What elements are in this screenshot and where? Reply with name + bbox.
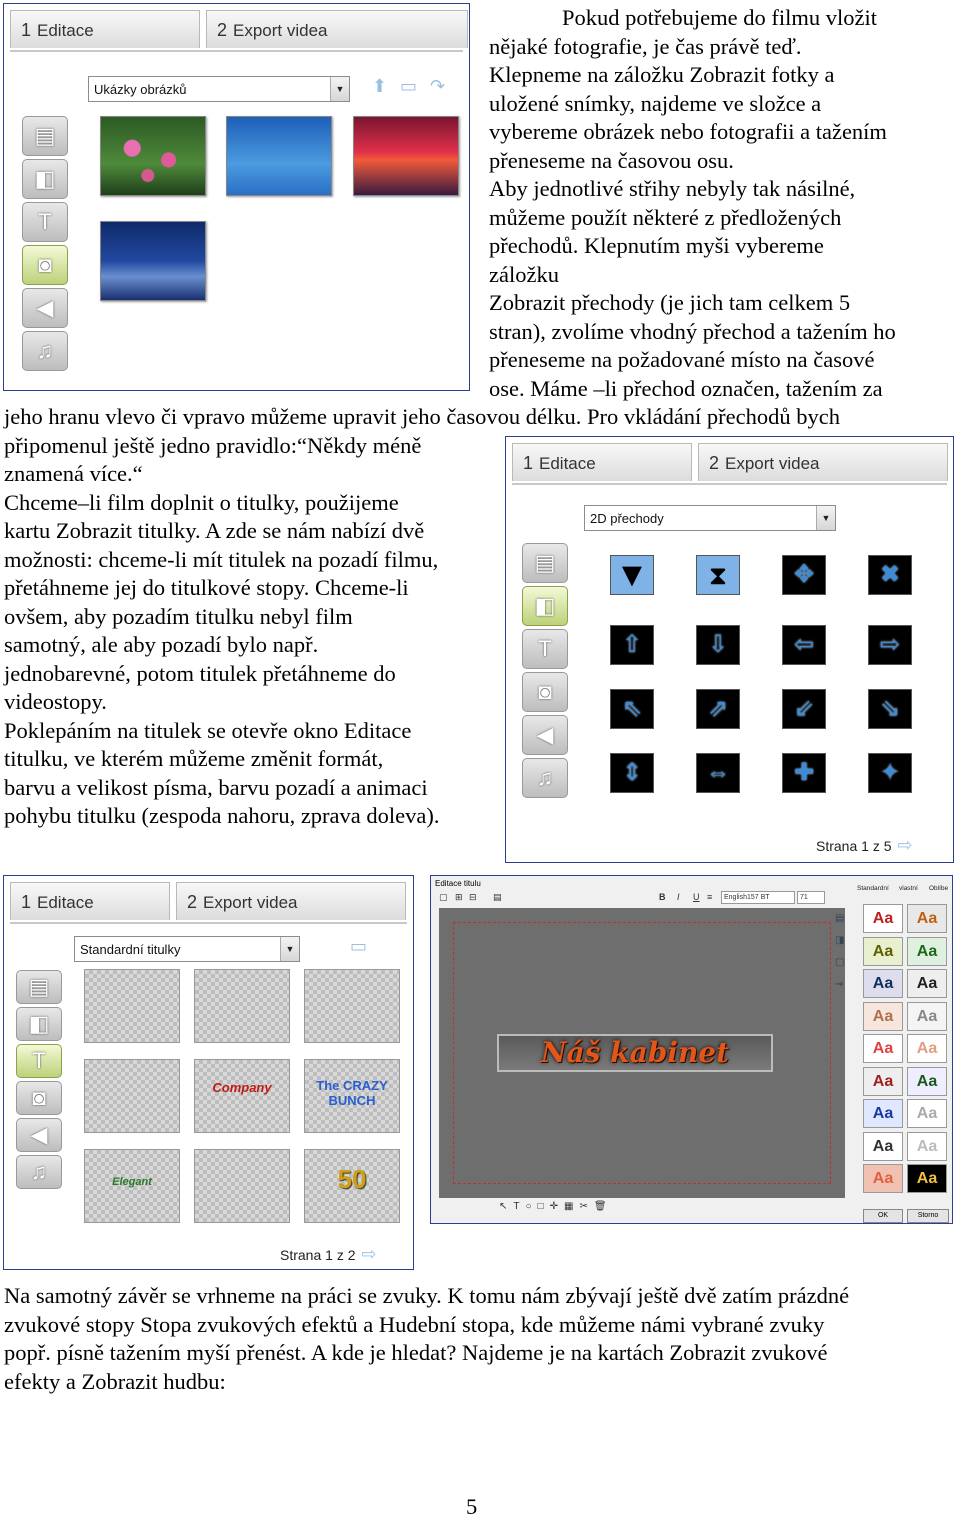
full-width-line: jeho hranu vlevo či vpravo můžeme upravit jeho časovou délku. Pro vkládání přechodů bych bbox=[4, 404, 841, 429]
style-sample-tile[interactable]: Aa bbox=[907, 1099, 947, 1128]
transition-icon: ◧ bbox=[28, 1011, 50, 1036]
transition-tile[interactable] bbox=[696, 753, 740, 793]
pager-label: Strana 1 z 5 bbox=[816, 838, 892, 854]
media-sidebar bbox=[16, 970, 62, 1192]
next-page-icon[interactable]: ⇨ bbox=[897, 835, 913, 855]
text-line: možnosti: chceme-li mít titulek na pozadí filmu, bbox=[4, 546, 439, 572]
style-sample-tile[interactable]: Aa bbox=[863, 1002, 903, 1031]
title-template-label: Elegant bbox=[112, 1176, 152, 1188]
title-template-tile[interactable] bbox=[194, 969, 290, 1043]
text-line: jednobarevné, potom titulek přetáhneme do bbox=[4, 660, 396, 686]
style-sample-tile[interactable]: Aa bbox=[863, 937, 903, 966]
move-arrows-icon: ✥ bbox=[793, 561, 815, 588]
style-sample-tile[interactable]: Aa bbox=[907, 969, 947, 998]
music-button[interactable] bbox=[16, 1155, 62, 1189]
window-title: Editace titulu bbox=[435, 879, 481, 888]
editor-bottom-toolbar bbox=[499, 1201, 613, 1212]
bold-icon[interactable]: B bbox=[659, 892, 666, 902]
text-line: stran), zvolíme vhodný přechod a tažením ho bbox=[489, 318, 896, 344]
delete-icon[interactable]: 🗑 bbox=[593, 1201, 613, 1212]
text-t-icon: T bbox=[32, 1048, 46, 1073]
transition-category-dropdown[interactable] bbox=[584, 505, 836, 531]
text-line: ovšem, aby pozadím titulku nebyl film bbox=[4, 603, 353, 629]
chevron-down-icon[interactable]: ▼ bbox=[280, 937, 299, 961]
speaker-icon: ◀ bbox=[536, 722, 554, 747]
list-icon[interactable]: ▤ bbox=[493, 892, 502, 902]
text-t-icon: T bbox=[538, 636, 552, 661]
speaker-icon: ◀ bbox=[36, 295, 54, 320]
photo-thumbnail-frost[interactable] bbox=[100, 221, 206, 301]
text-line: Klepneme na záložku Zobrazit fotky a bbox=[489, 62, 835, 87]
tab-export-videa[interactable] bbox=[176, 882, 406, 920]
video-button[interactable] bbox=[522, 543, 568, 583]
title-template-tile[interactable] bbox=[194, 1059, 290, 1133]
titles-panel-screenshot bbox=[3, 875, 414, 1270]
text-line: zvukové stopy Stopa zvukových efektů a Hudební stopa, kde můžeme námi vybrané zvuky bbox=[4, 1311, 825, 1337]
tab-number: 1 bbox=[523, 453, 534, 473]
photo-thumbnail-sunset[interactable] bbox=[353, 116, 459, 196]
text-tool-icon[interactable]: T bbox=[513, 1201, 526, 1212]
transitions-button[interactable] bbox=[522, 586, 568, 626]
dropdown-value: 2D přechody bbox=[590, 511, 664, 526]
cut-icon[interactable]: ✂ bbox=[579, 1201, 594, 1212]
transition-tile[interactable] bbox=[696, 625, 740, 665]
background-icon[interactable]: ▢ bbox=[835, 957, 845, 968]
size-select[interactable]: 71 bbox=[797, 891, 825, 904]
transition-tile[interactable] bbox=[868, 625, 912, 665]
title-template-tile[interactable] bbox=[84, 1149, 180, 1223]
arrow-up-right-icon: ⇗ bbox=[707, 695, 729, 722]
text-line: videostopy. bbox=[4, 689, 107, 714]
style-sample-tile[interactable]: Aa bbox=[863, 1034, 903, 1063]
text-line: ose. Máme –li přechod označen, tažením za bbox=[489, 375, 883, 401]
arrows-horizontal-icon: ⇔ bbox=[706, 759, 730, 786]
style-sample-tile[interactable]: Aa bbox=[863, 1132, 903, 1161]
tab-number: 2 bbox=[217, 20, 228, 40]
media-sidebar bbox=[22, 116, 68, 374]
transition-tile[interactable] bbox=[868, 555, 912, 595]
title-template-tile[interactable] bbox=[84, 1059, 180, 1133]
arrow-up-left-icon: ⇖ bbox=[621, 695, 643, 722]
transition-tile[interactable] bbox=[782, 753, 826, 793]
text-line: nějaké fotografie, je čas právě teď. bbox=[489, 33, 802, 59]
music-button[interactable] bbox=[22, 331, 68, 371]
ok-button[interactable]: OK bbox=[863, 1209, 903, 1223]
text-line: popř. písně tažením myší přenést. A kde je hledat? Najdeme je na kartách Zobrazit zvukové bbox=[4, 1340, 828, 1365]
arrow-down-right-icon: ⇘ bbox=[879, 695, 901, 722]
style-sample-tile[interactable]: Aa bbox=[863, 969, 903, 998]
import-arrow-icon[interactable]: ↷ bbox=[430, 76, 446, 96]
pager-label: Strana 1 z 2 bbox=[280, 1247, 356, 1263]
arrow-up-icon: ⇧ bbox=[621, 631, 643, 658]
titles-button[interactable] bbox=[22, 202, 68, 242]
triangle-down-icon: ▼ bbox=[615, 556, 649, 594]
shape-icon[interactable]: ◨ bbox=[835, 935, 845, 946]
arrow-down-left-icon: ⇙ bbox=[793, 695, 815, 722]
music-note-icon: ♫ bbox=[536, 765, 554, 790]
transition-icon: ◧ bbox=[34, 166, 56, 191]
collapse-arrows-icon: ✖ bbox=[879, 561, 901, 588]
music-note-icon: ♫ bbox=[36, 338, 54, 363]
arrow-left-icon: ⇦ bbox=[793, 631, 815, 658]
text-line: Poklepáním na titulek se otevře okno Editace bbox=[4, 717, 412, 743]
style-icon[interactable]: ▤ bbox=[835, 913, 845, 924]
video-icon: ▤ bbox=[534, 550, 556, 575]
text-line: Pokud potřebujeme do filmu vložit bbox=[562, 5, 877, 30]
tab-standard[interactable]: Standardní bbox=[857, 885, 889, 892]
video-icon: ▤ bbox=[28, 974, 50, 999]
tab-export-videa[interactable] bbox=[698, 443, 948, 481]
title-preview-text: Náš kabinet bbox=[540, 1036, 730, 1069]
text-line: záložku bbox=[489, 261, 559, 287]
chevron-down-icon[interactable]: ▼ bbox=[816, 506, 835, 530]
transition-tile[interactable] bbox=[868, 689, 912, 729]
style-sample-tile[interactable]: Aa bbox=[907, 1164, 947, 1193]
title-preview-canvas[interactable] bbox=[439, 908, 845, 1198]
title-template-label: The CRAZY BUNCH bbox=[316, 1078, 388, 1108]
tab-editace[interactable] bbox=[10, 882, 170, 920]
text-line: Chceme–li film doplnit o titulky, použijeme bbox=[4, 489, 399, 515]
editor-toolbar bbox=[437, 892, 845, 906]
align-icon[interactable]: ≡ bbox=[707, 892, 713, 902]
style-sample-tile[interactable]: Aa bbox=[863, 1067, 903, 1096]
rectangle-icon[interactable]: □ bbox=[537, 1201, 550, 1212]
underline-icon[interactable]: U bbox=[693, 892, 700, 902]
tab-label: Editace bbox=[37, 893, 94, 912]
titles-button[interactable] bbox=[16, 1044, 62, 1078]
photos-button[interactable] bbox=[22, 245, 68, 285]
style-sample-tile[interactable]: Aa bbox=[907, 1132, 947, 1161]
camera-icon: ◙ bbox=[38, 252, 52, 277]
transition-tile[interactable] bbox=[868, 753, 912, 793]
page-number: 5 bbox=[466, 1494, 478, 1519]
style-sample-tile[interactable]: Aa bbox=[907, 1002, 947, 1031]
music-button[interactable] bbox=[522, 758, 568, 798]
sound-effects-button[interactable] bbox=[16, 1118, 62, 1152]
photos-button[interactable] bbox=[16, 1081, 62, 1115]
title-text-box[interactable] bbox=[497, 1034, 773, 1072]
tab-favorites[interactable]: Oblíbe bbox=[929, 885, 949, 892]
text-line: pohybu titulku (zespoda nahoru, zprava doleva). bbox=[4, 803, 440, 828]
text-line: přeneseme na požadované místo na časové bbox=[489, 347, 875, 372]
cancel-button[interactable]: Storno bbox=[907, 1209, 949, 1223]
text-line: přetáhneme jej do titulkové stopy. Chceme-li bbox=[4, 575, 409, 600]
folder-icon[interactable]: ▭ bbox=[400, 76, 418, 96]
style-sample-tile[interactable]: Aa bbox=[907, 904, 947, 933]
tab-custom[interactable]: vlastní bbox=[899, 885, 918, 892]
tab-label: Export videa bbox=[725, 454, 820, 473]
camera-icon: ◙ bbox=[538, 679, 552, 704]
title-template-tile[interactable] bbox=[304, 969, 400, 1043]
transition-tile[interactable] bbox=[610, 625, 654, 665]
folder-icon[interactable]: ▭ bbox=[350, 936, 368, 956]
tab-number: 2 bbox=[187, 892, 198, 912]
transition-tile[interactable] bbox=[782, 555, 826, 595]
tab-label: Export videa bbox=[233, 21, 328, 40]
transition-tile[interactable] bbox=[696, 555, 740, 595]
sound-effects-button[interactable] bbox=[522, 715, 568, 755]
titles-button[interactable] bbox=[522, 629, 568, 669]
style-sample-tile[interactable]: Aa bbox=[907, 937, 947, 966]
folder-up-icon[interactable]: ⬆ bbox=[372, 76, 388, 96]
text-line: přechodů. Klepnutím myši vybereme bbox=[489, 233, 824, 258]
arrows-inward-icon: ✚ bbox=[793, 759, 815, 786]
tab-label: Export videa bbox=[203, 893, 298, 912]
text-line: Na samotný závěr se vrhneme na práci se zvuky. K tomu nám zbývají ještě dvě zatím prázdné bbox=[4, 1283, 850, 1308]
next-page-icon[interactable]: ⇨ bbox=[361, 1244, 377, 1264]
text-line: Aby jednotlivé střihy nebyly tak násilné, bbox=[489, 176, 856, 201]
video-button[interactable] bbox=[16, 970, 62, 1004]
photos-button[interactable] bbox=[522, 672, 568, 712]
remove-icon[interactable]: ⊟ bbox=[469, 892, 477, 902]
transitions-button[interactable] bbox=[16, 1007, 62, 1041]
photo-thumbnail-blue-sky[interactable] bbox=[226, 116, 332, 196]
text-line: znamená více.“ bbox=[4, 461, 143, 486]
text-line: přeneseme na časovou osu. bbox=[489, 147, 734, 173]
video-button[interactable] bbox=[22, 116, 68, 156]
transition-tile[interactable] bbox=[782, 689, 826, 729]
style-tabs bbox=[855, 883, 951, 895]
grid-icon[interactable]: ▦ bbox=[563, 1201, 580, 1212]
title-category-dropdown[interactable] bbox=[74, 936, 300, 962]
text-line: můžeme použít některé z předložených bbox=[489, 204, 842, 230]
motion-icon[interactable]: ⇝ bbox=[835, 979, 844, 990]
text-line: samotný, ale aby pozadí bylo např. bbox=[4, 632, 319, 657]
photos-panel-screenshot bbox=[3, 3, 470, 391]
transition-tile[interactable] bbox=[610, 555, 654, 595]
title-template-tile[interactable] bbox=[304, 1149, 400, 1223]
arrows-vertical-icon: ⇕ bbox=[621, 759, 643, 786]
media-sidebar bbox=[522, 543, 568, 801]
tab-label: Editace bbox=[37, 21, 94, 40]
photo-thumbnail-waterlilies[interactable] bbox=[100, 116, 206, 196]
arrow-down-icon: ⇩ bbox=[707, 631, 729, 658]
arrows-outward-icon: ✦ bbox=[879, 759, 901, 786]
text-line: uložené snímky, najdeme ve složce a bbox=[489, 90, 822, 116]
title-template-label: 50 bbox=[337, 1164, 367, 1194]
video-icon: ▤ bbox=[34, 123, 56, 148]
text-t-icon: T bbox=[38, 209, 52, 234]
transition-icon: ◧ bbox=[534, 593, 556, 618]
tab-editace[interactable] bbox=[10, 10, 200, 48]
transition-tile[interactable] bbox=[610, 689, 654, 729]
font-select[interactable]: English157 BT bbox=[721, 891, 795, 904]
dropdown-value: Standardní titulky bbox=[80, 942, 181, 957]
text-line: barvu a velikost písma, barvu pozadí a animaci bbox=[4, 774, 428, 800]
pointer-icon[interactable]: ↖ bbox=[499, 1201, 514, 1212]
tab-number: 1 bbox=[21, 892, 32, 912]
title-template-tile[interactable] bbox=[304, 1059, 400, 1133]
sound-effects-button[interactable] bbox=[22, 288, 68, 328]
text-line: Zobrazit přechody (je jich tam celkem 5 bbox=[489, 290, 851, 315]
text-line: připomenul ještě jedno pravidlo:“Někdy méně bbox=[4, 432, 422, 458]
pager bbox=[816, 835, 913, 856]
title-template-tile[interactable] bbox=[194, 1149, 290, 1223]
text-line: vybereme obrázek nebo fotografii a tažením bbox=[489, 119, 887, 144]
transition-tile[interactable] bbox=[610, 753, 654, 793]
music-note-icon: ♫ bbox=[30, 1159, 48, 1184]
transition-tile[interactable] bbox=[782, 625, 826, 665]
album-dropdown[interactable] bbox=[88, 76, 350, 102]
pager bbox=[280, 1244, 377, 1265]
camera-icon: ◙ bbox=[32, 1085, 46, 1110]
transitions-button[interactable] bbox=[22, 159, 68, 199]
tab-label: Editace bbox=[539, 454, 596, 473]
tab-number: 2 bbox=[709, 453, 720, 473]
chevron-down-icon[interactable]: ▼ bbox=[330, 77, 349, 101]
align-tools-icon[interactable]: ✛ bbox=[549, 1201, 564, 1212]
style-sample-tile[interactable]: Aa bbox=[863, 904, 903, 933]
style-sample-tile[interactable]: Aa bbox=[863, 1164, 903, 1193]
text-line: kartu Zobrazit titulky. A zde se nám nabízí dvě bbox=[4, 518, 425, 543]
arrow-right-icon: ⇨ bbox=[879, 631, 901, 658]
title-template-label: Company bbox=[212, 1080, 272, 1095]
new-title-icon[interactable]: ▢ bbox=[439, 892, 448, 902]
style-sample-tile[interactable]: Aa bbox=[907, 1034, 947, 1063]
transitions-panel-screenshot bbox=[505, 436, 954, 863]
tab-number: 1 bbox=[21, 20, 32, 40]
title-template-tile[interactable] bbox=[84, 969, 180, 1043]
italic-icon[interactable]: I bbox=[677, 892, 680, 902]
style-sample-tile[interactable]: Aa bbox=[863, 1099, 903, 1128]
hourglass-icon: ⧗ bbox=[708, 560, 728, 590]
dropdown-value: Ukázky obrázků bbox=[94, 82, 187, 97]
title-editor-screenshot bbox=[430, 875, 953, 1224]
style-sample-tile[interactable]: Aa bbox=[907, 1067, 947, 1096]
ellipse-icon[interactable]: ○ bbox=[525, 1201, 538, 1212]
style-sample-grid bbox=[863, 904, 949, 1194]
tab-editace[interactable] bbox=[512, 443, 692, 481]
speaker-icon: ◀ bbox=[30, 1122, 48, 1147]
add-icon[interactable]: ⊞ bbox=[455, 892, 463, 902]
text-line: efekty a Zobrazit hudbu: bbox=[4, 1368, 226, 1394]
transition-tile[interactable] bbox=[696, 689, 740, 729]
tab-export-videa[interactable] bbox=[206, 10, 468, 48]
text-line: titulku, ve kterém můžeme změnit formát, bbox=[4, 746, 384, 771]
